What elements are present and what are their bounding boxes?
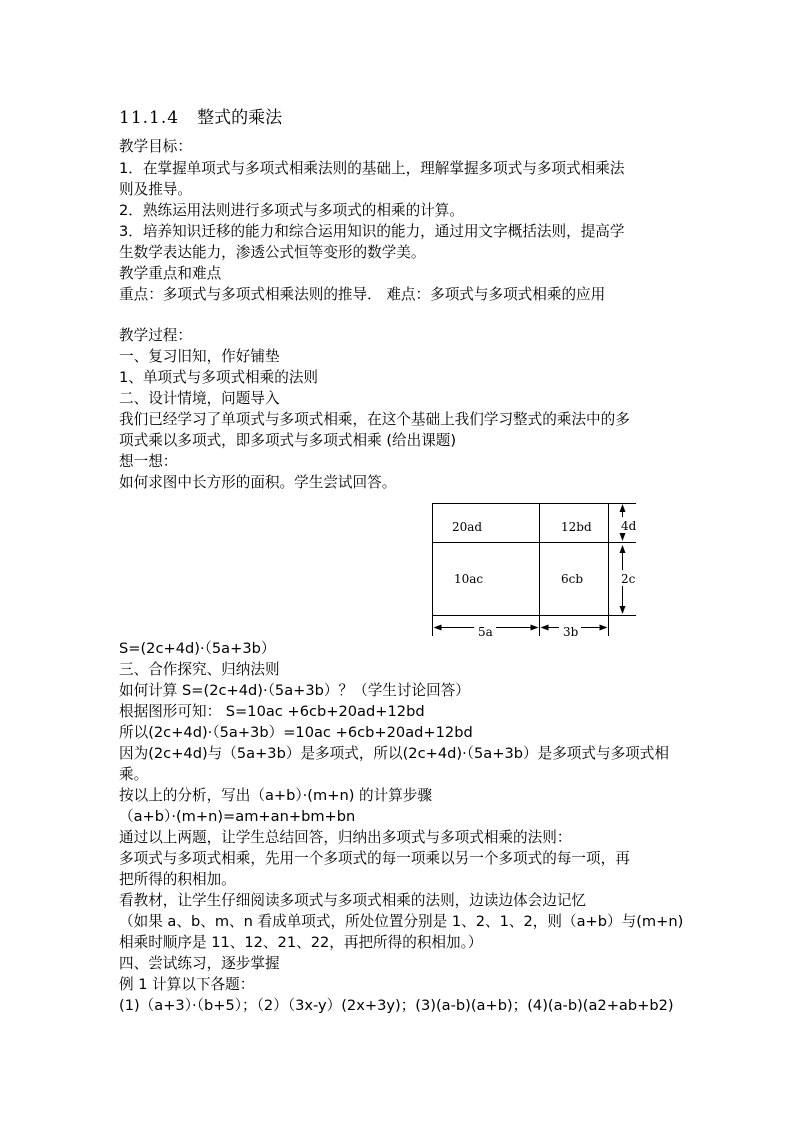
text-line: 想一想： <box>119 453 178 470</box>
text-line: 则及推导。 <box>119 181 192 198</box>
text-line: 二、设计情境，问题导入 <box>119 390 280 407</box>
cell-label-12bd: 12bd <box>561 520 592 534</box>
text-line: 教学重点和难点 <box>119 265 222 282</box>
text-line: 例 1 计算以下各题： <box>119 976 255 993</box>
text-line: 生数学表达能力，渗透公式恒等变形的数学美。 <box>119 244 426 261</box>
text-line: 一、复习旧知，作好铺垫 <box>119 348 280 365</box>
text-line: 把所得的积相加。 <box>119 871 236 888</box>
text-line: 看教材，让学生仔细阅读多项式与多项式相乘的法则，边读边体会边记忆 <box>119 892 587 909</box>
text-line: 1、单项式与多项式相乘的法则 <box>119 369 319 386</box>
text-line: 教学目标： <box>119 138 192 155</box>
text-line: 3．培养知识迁移的能力和综合运用知识的能力，通过用文字概括法则，提高学 <box>119 223 625 240</box>
text-line: 相乘时顺序是 11、12、21、22，再把所得的积相加。） <box>119 934 483 951</box>
cell-label-6cb: 6cb <box>561 572 584 586</box>
bottom-label-5a: 5a <box>478 625 493 639</box>
text-line: 重点：多项式与多项式相乘法则的推导． 难点：多项式与多项式相乘的应用 <box>119 286 606 303</box>
text-line: 2．熟练运用法则进行多项式与多项式的相乘的计算。 <box>119 202 464 219</box>
text-line: (1)（a+3）·（b+5）；（2）（3x-y）(2x+3y)；(3)(a-b)(a+b)；(4)(a-b)(a2+ab+b2) <box>119 997 674 1014</box>
text-line: 通过以上两题，让学生总结回答，归纳出多项式与多项式相乘的法则： <box>119 829 572 846</box>
text-line: （a+b）·(m+n)=am+an+bm+bn <box>119 808 356 825</box>
cell-label-20ad: 20ad <box>452 520 483 534</box>
text-line: 如何计算 S=(2c+4d)·（5a+3b）？（学生讨论回答） <box>119 682 470 699</box>
text-line: 所以(2c+4d)·（5a+3b）=10ac +6cb+20ad+12bd <box>119 724 473 741</box>
side-label-4d: 4d <box>621 519 637 533</box>
text-line: 按以上的分析，写出（a+b）·(m+n) 的计算步骤 <box>119 787 432 804</box>
text-line: 项式乘以多项式，即多项式与多项式相乘 (给出课题) <box>119 432 457 449</box>
text-line: S=(2c+4d)·（5a+3b） <box>119 640 276 657</box>
text-line: 我们已经学习了单项式与多项式相乘，在这个基础上我们学习整式的乘法中的多 <box>119 411 630 428</box>
text-line: 多项式与多项式相乘，先用一个多项式的每一项乘以另一个多项式的每一项，再 <box>119 850 630 867</box>
lesson-number: 11.1.4 <box>119 108 180 128</box>
text-line: 根据图形可知： S=10ac +6cb+20ad+12bd <box>119 703 425 720</box>
text-line: 四、尝试练习，逐步掌握 <box>119 955 280 972</box>
text-line: 教学过程： <box>119 327 192 344</box>
text-line: 1．在掌握单项式与多项式相乘法则的基础上，理解掌握多项式与多项式相乘法 <box>119 160 625 177</box>
text-line: 乘。 <box>119 766 149 783</box>
bottom-label-3b: 3b <box>563 625 579 639</box>
side-label-2c: 2c <box>621 572 636 586</box>
text-line: 如何求图中长方形的面积。学生尝试回答。 <box>119 474 397 491</box>
text-line: 三、合作探究、归纳法则 <box>119 661 280 678</box>
lesson-name: 整式的乘法 <box>197 108 283 128</box>
text-line: （如果 a、b、m、n 看成单项式，所处位置分别是 1、2、1、2，则（a+b）与(m+n) <box>119 913 684 930</box>
text-line: 因为(2c+4d)与（5a+3b）是多项式，所以(2c+4d)·（5a+3b）是多项式与多项式相 <box>119 745 669 762</box>
cell-label-10ac: 10ac <box>454 572 484 586</box>
